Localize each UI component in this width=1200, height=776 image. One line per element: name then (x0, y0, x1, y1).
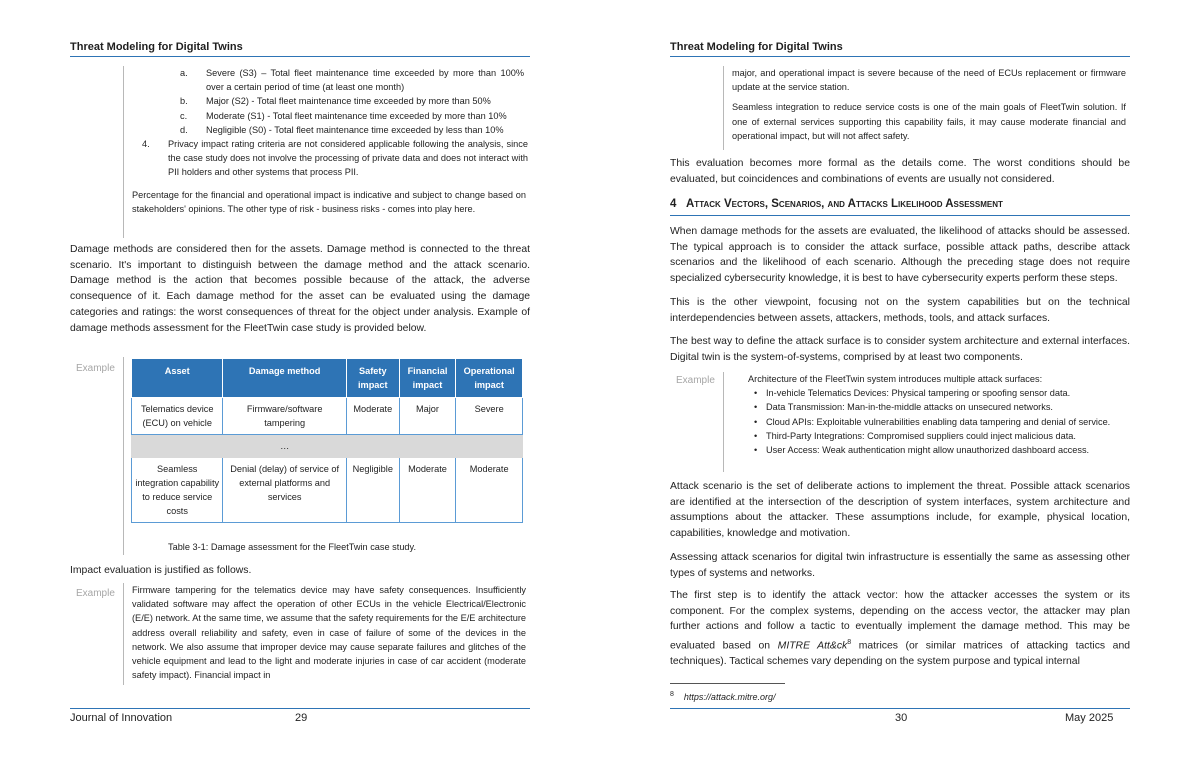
footnote: $^8$ https://attack.mitre.org/ (670, 691, 776, 702)
issue-date: May 2025 (1065, 712, 1114, 724)
table-box (123, 357, 124, 555)
criteria-box (123, 66, 528, 238)
col-header-operational: Operational impact (456, 359, 523, 398)
example-label: Example (676, 375, 715, 386)
continued-example-box (723, 66, 1126, 150)
col-header-safety: Safety impact (346, 359, 399, 398)
table-cell: Telematics device (ECU) on vehicle (132, 398, 223, 435)
table-cell (456, 435, 523, 458)
footnote-ref: 8 (847, 639, 852, 647)
page-number: 30 (895, 712, 908, 724)
criteria-item: b. Major (S2) - Total fleet maintenance time exceeded by more than 50% (180, 96, 491, 107)
table-cell (399, 435, 456, 458)
paragraph: This is the other viewpoint, focusing not on the system capabilities but on the technical interdependencies between assets, attackers, methods, tools, and attack surfaces. (670, 297, 1130, 324)
paragraph: The best way to define the attack surface is to consider system architecture and external interfaces. Digital twin is the system-of-systems, comprised by at least two components. (670, 336, 1130, 363)
impact-example: Firmware tampering for the telematics device may have safety consequences. Insufficiently validated software may affect the operation of other ECUs in the vehicle Electrical/Electronic (E/E) network. At the same time, we assume that the safety requirements for the E/E architecture address overall reliability and safety, even in case of failure of some of the devices in the network. We also assume that improper device may cause separate failures and glitches of the vehicle equipment and lead to the light and moderate injuries in case of car accident (moderate safety impact). Financial impact in (132, 585, 526, 681)
criteria-list (124, 66, 524, 137)
running-header: Threat Modeling for Digital Twins (70, 41, 243, 53)
list-item: • Cloud APIs: Exploitable vulnerabilities enabling data tampering and denial of service. (754, 416, 1111, 427)
paragraph: When damage methods for the assets are evaluated, the likelihood of attacks should be assessed. The typical approach is to consider the attack surface, possible attack paths, describe attack scenarios and the likelihood of each scenario. Although the preceding stage does not require specialized cybersecurity knowledge, it is best to have cybersecurity experts perform these steps. (670, 226, 1130, 285)
percentage-note: Percentage for the financial and operational impact is indicative and subject to change based on stakeholders' opinions. The other type of risk - business risks - comes into play here. (132, 189, 526, 214)
table-cell: Severe (456, 398, 523, 435)
damage-paragraph: Damage methods are considered then for the assets. Damage method is connected to the threat scenario. It's important to distinguish between the damage method and the attack scenario. Damage method is the action that becomes possible because of the attack, the adverse consequence of it. Each damage method for the asset can be evaluated using the damage categories and ratings: the worst consequences of threat for the object under analysis. Example of damage methods assessment for the FleetTwin case study is provided below. (70, 244, 530, 334)
table-cell (346, 435, 399, 458)
mitre-reference: MITRE Att&ck (777, 640, 848, 652)
footnote-link[interactable]: https://attack.mitre.org/ (683, 692, 776, 702)
table-cell: Major (399, 398, 456, 435)
list-item: • Data Transmission: Man-in-the-middle attacks on unsecured networks. (754, 402, 1053, 413)
privacy-item: 4. Privacy impact rating criteria are not considered applicable following the analysis, since the case study does not involve the processing of private data and does not interact with PII holders and other systems that process PII. (142, 139, 528, 178)
table-cell (132, 435, 223, 458)
table-cell: Firmware/software tampering (223, 398, 346, 435)
table-cell: … (223, 435, 346, 458)
footnote-rule (670, 683, 785, 684)
section-title: Attack Vectors, Scenarios, and Attacks Likelihood Assessment (686, 198, 1003, 210)
list-item: • In-vehicle Telematics Devices: Physical tampering or spoofing sensor data. (754, 388, 1071, 399)
table-cell: Moderate (346, 398, 399, 435)
header-rule (670, 56, 1130, 57)
footer-rule (670, 708, 1130, 709)
table-row (132, 435, 523, 458)
section-heading (670, 198, 1003, 210)
criteria-item: c. Moderate (S1) - Total fleet maintenance time exceeded by more than 10% (180, 110, 507, 121)
col-header-asset: Asset (132, 359, 223, 398)
col-header-damage-method: Damage method (223, 359, 346, 398)
example-label: Example (76, 363, 115, 374)
table-cell: Negligible (346, 458, 399, 523)
paragraph: The first step is to identify the attack vector: how the attacker accesses the system or its component. For the complex systems, depending on the access vector, the attacker may plan further actions and follow a tactic to eventually implement the damage method. This may be evaluated based on MITRE $Att\&ck^8$ matrices (or similar matrices of attacking tactics and techniques). Tactical schemes vary depending on the system purpose and typical internal (670, 590, 1130, 668)
architecture-example-box (723, 372, 1123, 472)
table-cell: Moderate (399, 458, 456, 523)
section-number: 4 (670, 198, 677, 210)
table-row (132, 458, 523, 523)
section-rule (670, 215, 1130, 216)
damage-table (131, 358, 523, 523)
criteria-item: a. Severe (S3) – Total fleet maintenance time exceeded by more than 100% over a certain period of time (at least one month) (180, 68, 524, 93)
paragraph: Assessing attack scenarios for digital twin infrastructure is essentially the same as assessing other types of systems and networks. (670, 552, 1130, 579)
page-number: 29 (295, 712, 308, 724)
list-item: • User Access: Weak authentication might allow unauthorized dashboard access. (754, 445, 1090, 456)
footer-rule (70, 708, 530, 709)
attack-surface-list (748, 386, 1123, 457)
impact-example-box (123, 583, 526, 685)
table-cell: Denial (delay) of service of external platforms and services (223, 458, 346, 523)
example-label: Example (76, 588, 115, 599)
evaluation-paragraph: This evaluation becomes more formal as the details come. The worst conditions should be evaluated, but coincidences and combinations of events are usually not considered. (670, 158, 1130, 185)
impact-line: Impact evaluation is justified as follows. (70, 565, 252, 576)
table-cell: Seamless integration capability to reduce service costs (132, 458, 223, 523)
paragraph: Attack scenario is the set of deliberate actions to implement the threat. Possible attack scenarios are identified at the intersection of the description of system interfaces, system architecture and assumptions about the attacker. These assumptions include, for example, physical location, capabilities, knowledge and motivation. (670, 481, 1130, 540)
criteria-item: d. Negligible (S0) - Total fleet maintenance time exceeded by less than 10% (180, 124, 504, 135)
journal-name: Journal of Innovation (70, 712, 173, 724)
table-row (132, 398, 523, 435)
list-item: • Third-Party Integrations: Compromised suppliers could inject malicious data. (754, 430, 1076, 441)
example-intro: Architecture of the FleetTwin system introduces multiple attack surfaces: (748, 374, 1043, 384)
table-header-row (132, 359, 523, 398)
header-rule (70, 56, 530, 57)
running-header: Threat Modeling for Digital Twins (670, 41, 843, 53)
table-caption: Table 3-1: Damage assessment for the FleetTwin case study. (168, 542, 417, 552)
continued-text-1: major, and operational impact is severe because of the need of ECUs replacement or firmware update at the service station. (732, 68, 1126, 93)
table-cell: Moderate (456, 458, 523, 523)
col-header-financial: Financial impact (399, 359, 456, 398)
right-page (600, 0, 1200, 776)
continued-text-2: Seamless integration to reduce service costs is one of the main goals of FleetTwin solution. If one of external services supporting this capability fails, it may cause moderate financial and operational impact, but will not affect safety. (732, 102, 1126, 141)
